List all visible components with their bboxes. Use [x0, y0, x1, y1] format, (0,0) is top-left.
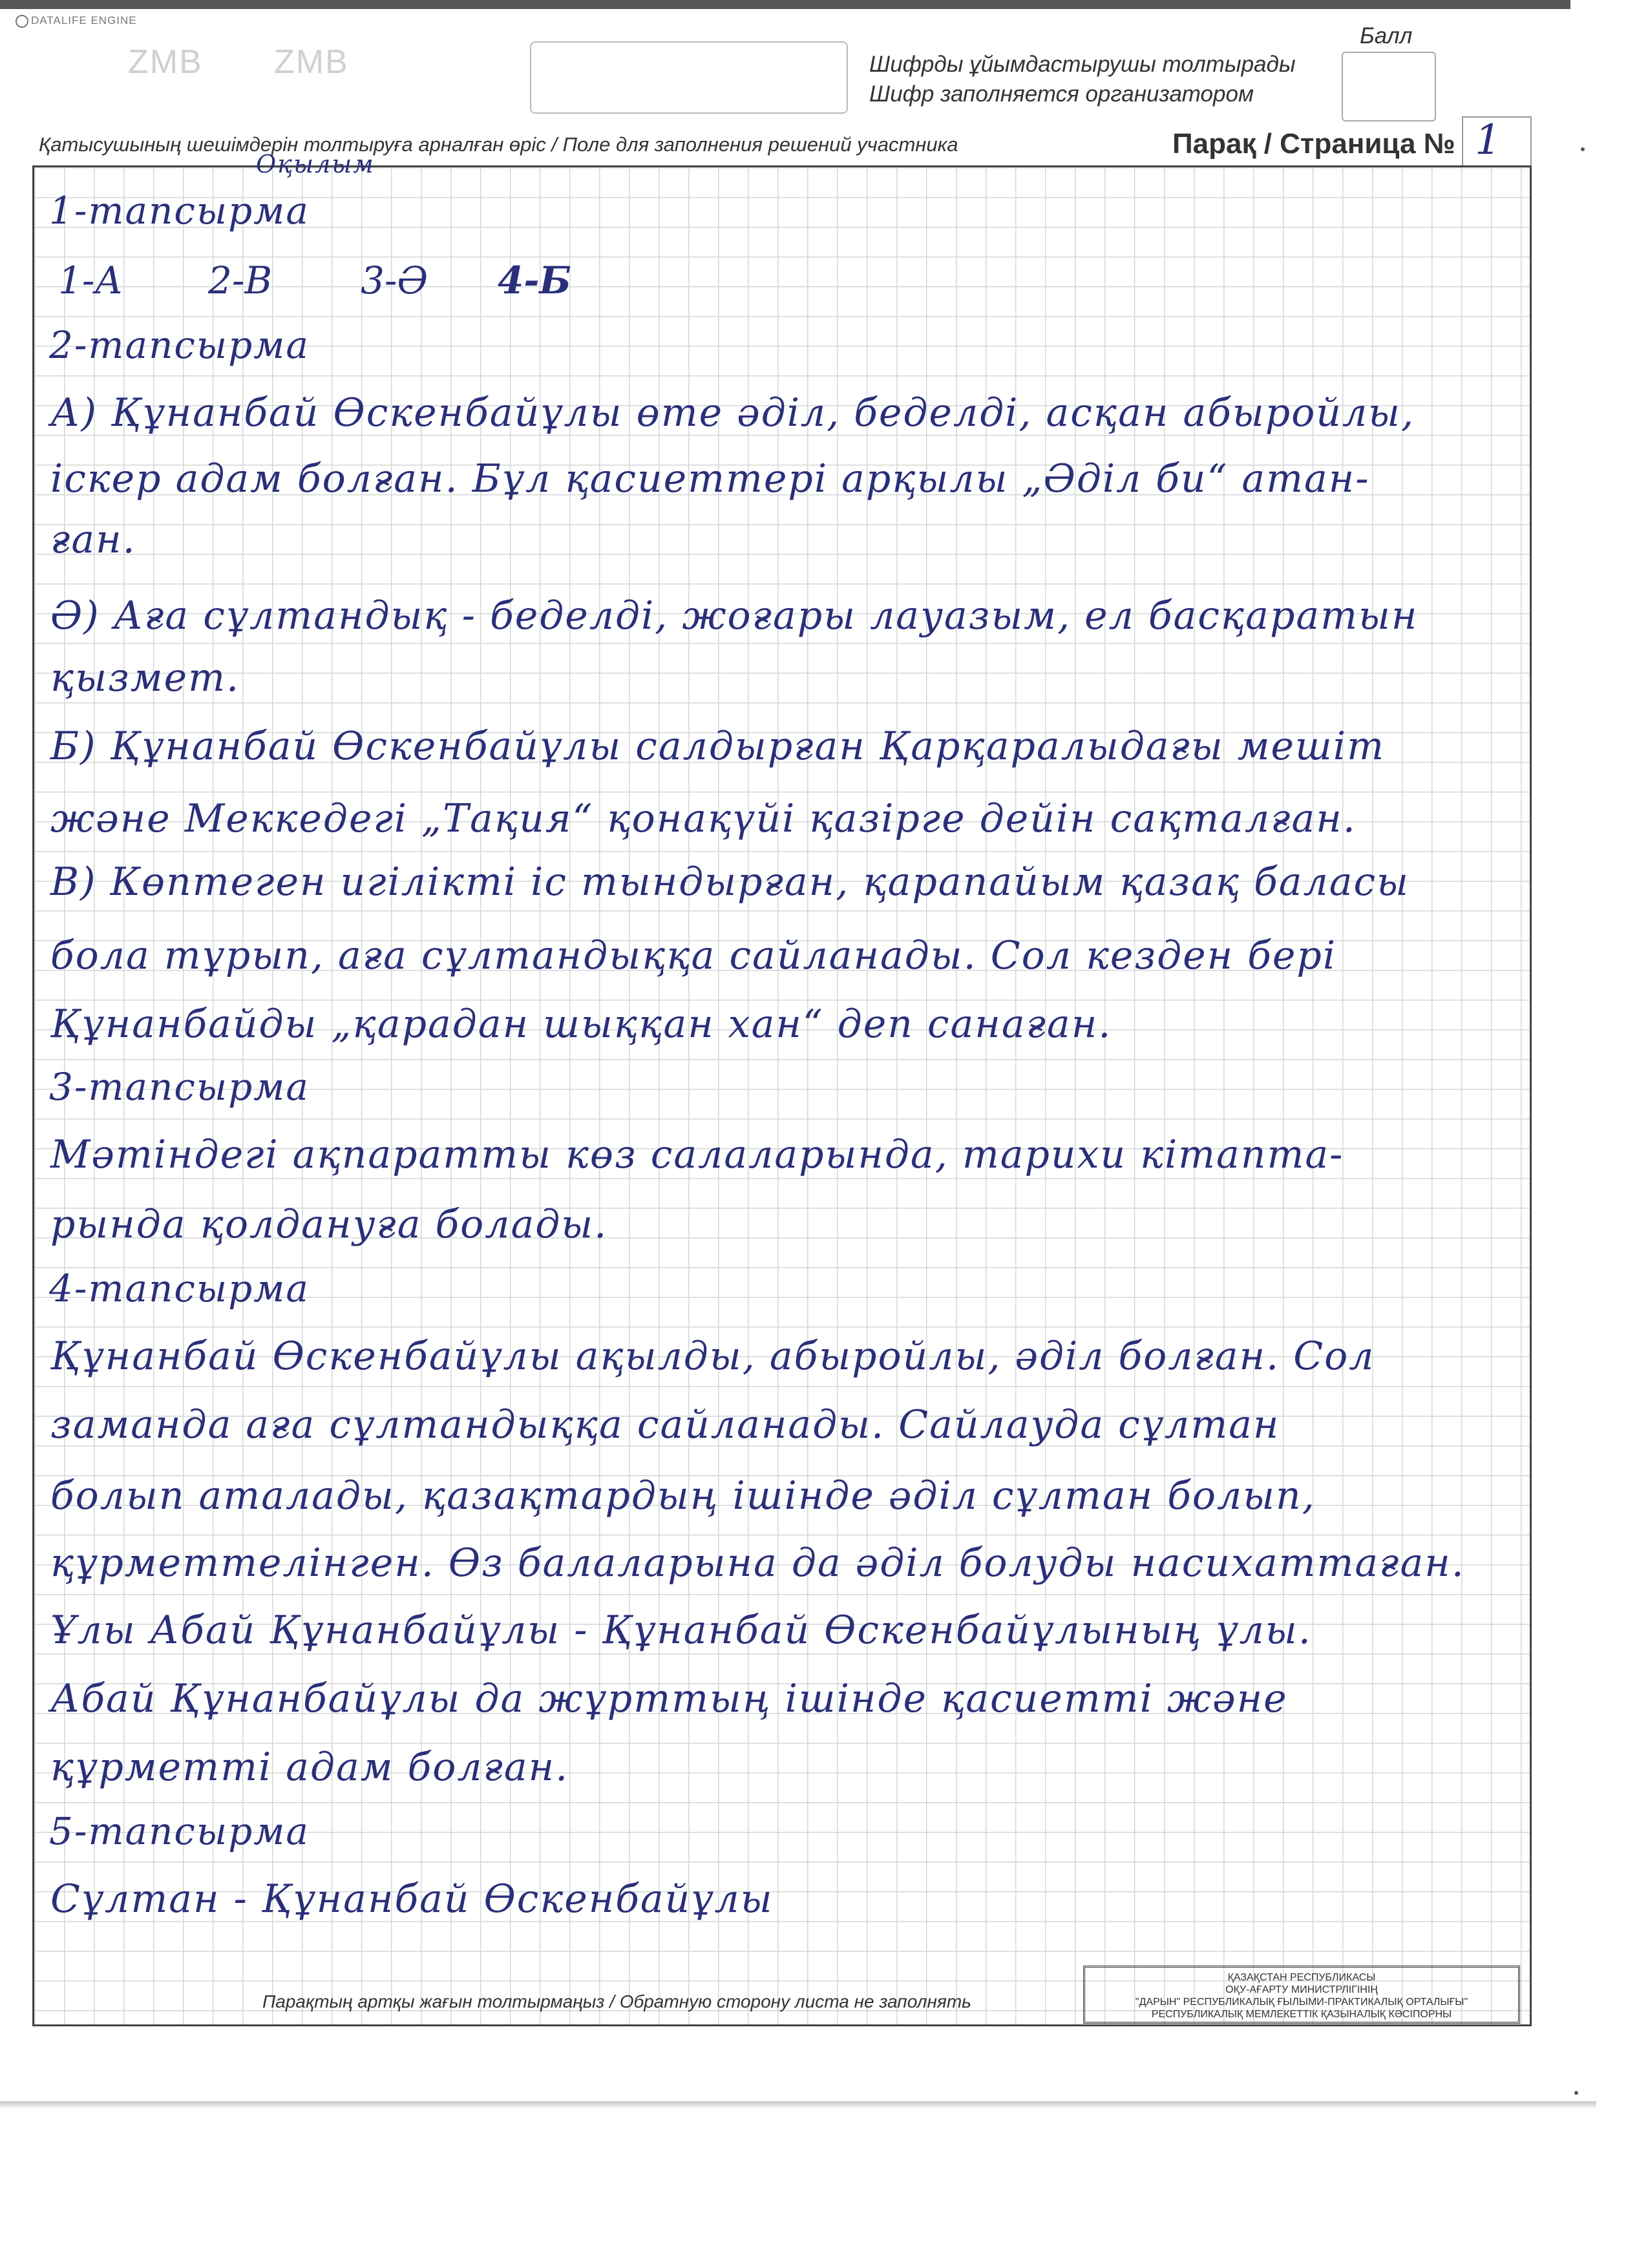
watermark-zmb: ZMB [274, 43, 349, 81]
task2-line: және Меккедегі „Тақия“ қонақүйі қазірге дейін сақталған. [50, 796, 1357, 841]
task4-line: болып аталады, қазақтардың ішінде әділ сұлтан болып, [50, 1473, 1316, 1518]
cipher-box [530, 41, 848, 114]
scan-speck [1574, 2091, 1578, 2095]
score-box [1342, 52, 1436, 121]
task2-line: бола тұрып, аға сұлтандыққа сайланады. Сол кезден бері [50, 933, 1337, 978]
task2-line: А) Құнанбай Өскенбайұлы өте әділ, беделді, асқан абыройлы, [50, 390, 1415, 436]
page-label: Парақ / Страница № [1172, 128, 1455, 160]
task2-line: Ә) Аға сұлтандық - беделді, жоғары лауазым, ел басқаратын [50, 593, 1419, 638]
task1-answer: 2-В [208, 258, 273, 302]
field-label: Қатысушының шешімдерін толтыруға арналған өріс / Поле для заполнения решений участника [39, 133, 958, 156]
task2-line: іскер адам болған. Бұл қасиеттері арқылы „Әділ би“ атан- [50, 456, 1370, 501]
institution-stamp [1083, 1966, 1520, 2024]
task2-line: Б) Құнанбай Өскенбайұлы салдырған Қарқаралыдағы мешіт [50, 724, 1385, 769]
stamp-line: "ДАРЫН" РЕСПУБЛИКАЛЫҚ ҒЫЛЫМИ-ПРАКТИКАЛЫҚ ОРТАЛЫҒЫ" [1135, 1997, 1468, 2008]
task4-line: заманда аға сұлтандыққа сайланады. Сайлауда сұлтан [50, 1402, 1280, 1447]
stamp-line: ҚАЗАҚСТАН РЕСПУБЛИКАСЫ [1227, 1972, 1376, 1983]
task4-line: құрметтелінген. Өз балаларына да әділ болуды насихаттаған. [50, 1540, 1465, 1586]
task1-answer: 3-Ә [361, 258, 428, 302]
logo-text: DATALIFE ENGINE [31, 14, 137, 26]
task4-heading: 4-тапсырма [49, 1266, 310, 1310]
task1-heading: 1-тапсырма [49, 189, 310, 233]
scan-speck [1581, 147, 1585, 151]
task2-line: қызмет. [50, 655, 240, 700]
stamp-line: ОҚУ-АҒАРТУ МИНИСТРЛІГІНІҢ [1225, 1984, 1378, 1995]
task2-line: Құнанбайды „қарадан шыққан хан“ деп санаған. [50, 1002, 1112, 1047]
task2-line: В) Көптеген игілікті іс тындырған, қарапайым қазақ баласы [50, 859, 1410, 905]
footer-note: Парақтың артқы жағын толтырмаңыз / Обратную сторону листа не заполнять [262, 1991, 971, 2011]
task4-line: Құнанбай Өскенбайұлы ақылды, абыройлы, әділ болған. Сол [50, 1334, 1375, 1379]
page-number: 1 [1475, 116, 1501, 164]
task4-line: Абай Құнанбайұлы да жұрттың ішінде қасиетті және [50, 1676, 1288, 1721]
task3-heading: 3-тапсырма [49, 1065, 310, 1109]
task2-line: ған. [50, 517, 136, 562]
cipher-note-ru: Шифр заполняется организатором [869, 81, 1254, 107]
score-label: Балл [1360, 23, 1413, 48]
scan-top-edge [0, 0, 1570, 9]
logo-icon [16, 15, 28, 28]
task1-answer: 4-Б [498, 258, 571, 302]
cipher-note-kk: Шифрды ұйымдастырушы толтырады [869, 52, 1296, 77]
watermark-zmb: ZMB [128, 43, 203, 81]
task3-line: рында қолдануға болады. [50, 1202, 608, 1247]
datalife-engine-logo [16, 14, 137, 28]
task2-heading: 2-тапсырма [49, 323, 310, 367]
task5-heading: 5-тапсырма [49, 1809, 310, 1853]
task4-line: Ұлы Абай Құнанбайұлы - Құнанбай Өскенбайұлының ұлы. [50, 1608, 1312, 1653]
task4-line: құрметті адам болған. [50, 1745, 569, 1790]
scan-bottom-edge [0, 2101, 1596, 2108]
task3-line: Мәтіндегі ақпаратты көз салаларында, тарихи кітапта- [50, 1132, 1344, 1177]
top-note: Оқылым [256, 150, 375, 178]
task1-answer: 1-А [58, 258, 123, 302]
task5-line: Сұлтан - Құнанбай Өскенбайұлы [50, 1876, 774, 1922]
stamp-line: РЕСПУБЛИКАЛЫҚ МЕМЛЕКЕТТІК ҚАЗЫНАЛЫҚ КӘСІПОРНЫ [1151, 2009, 1452, 2020]
